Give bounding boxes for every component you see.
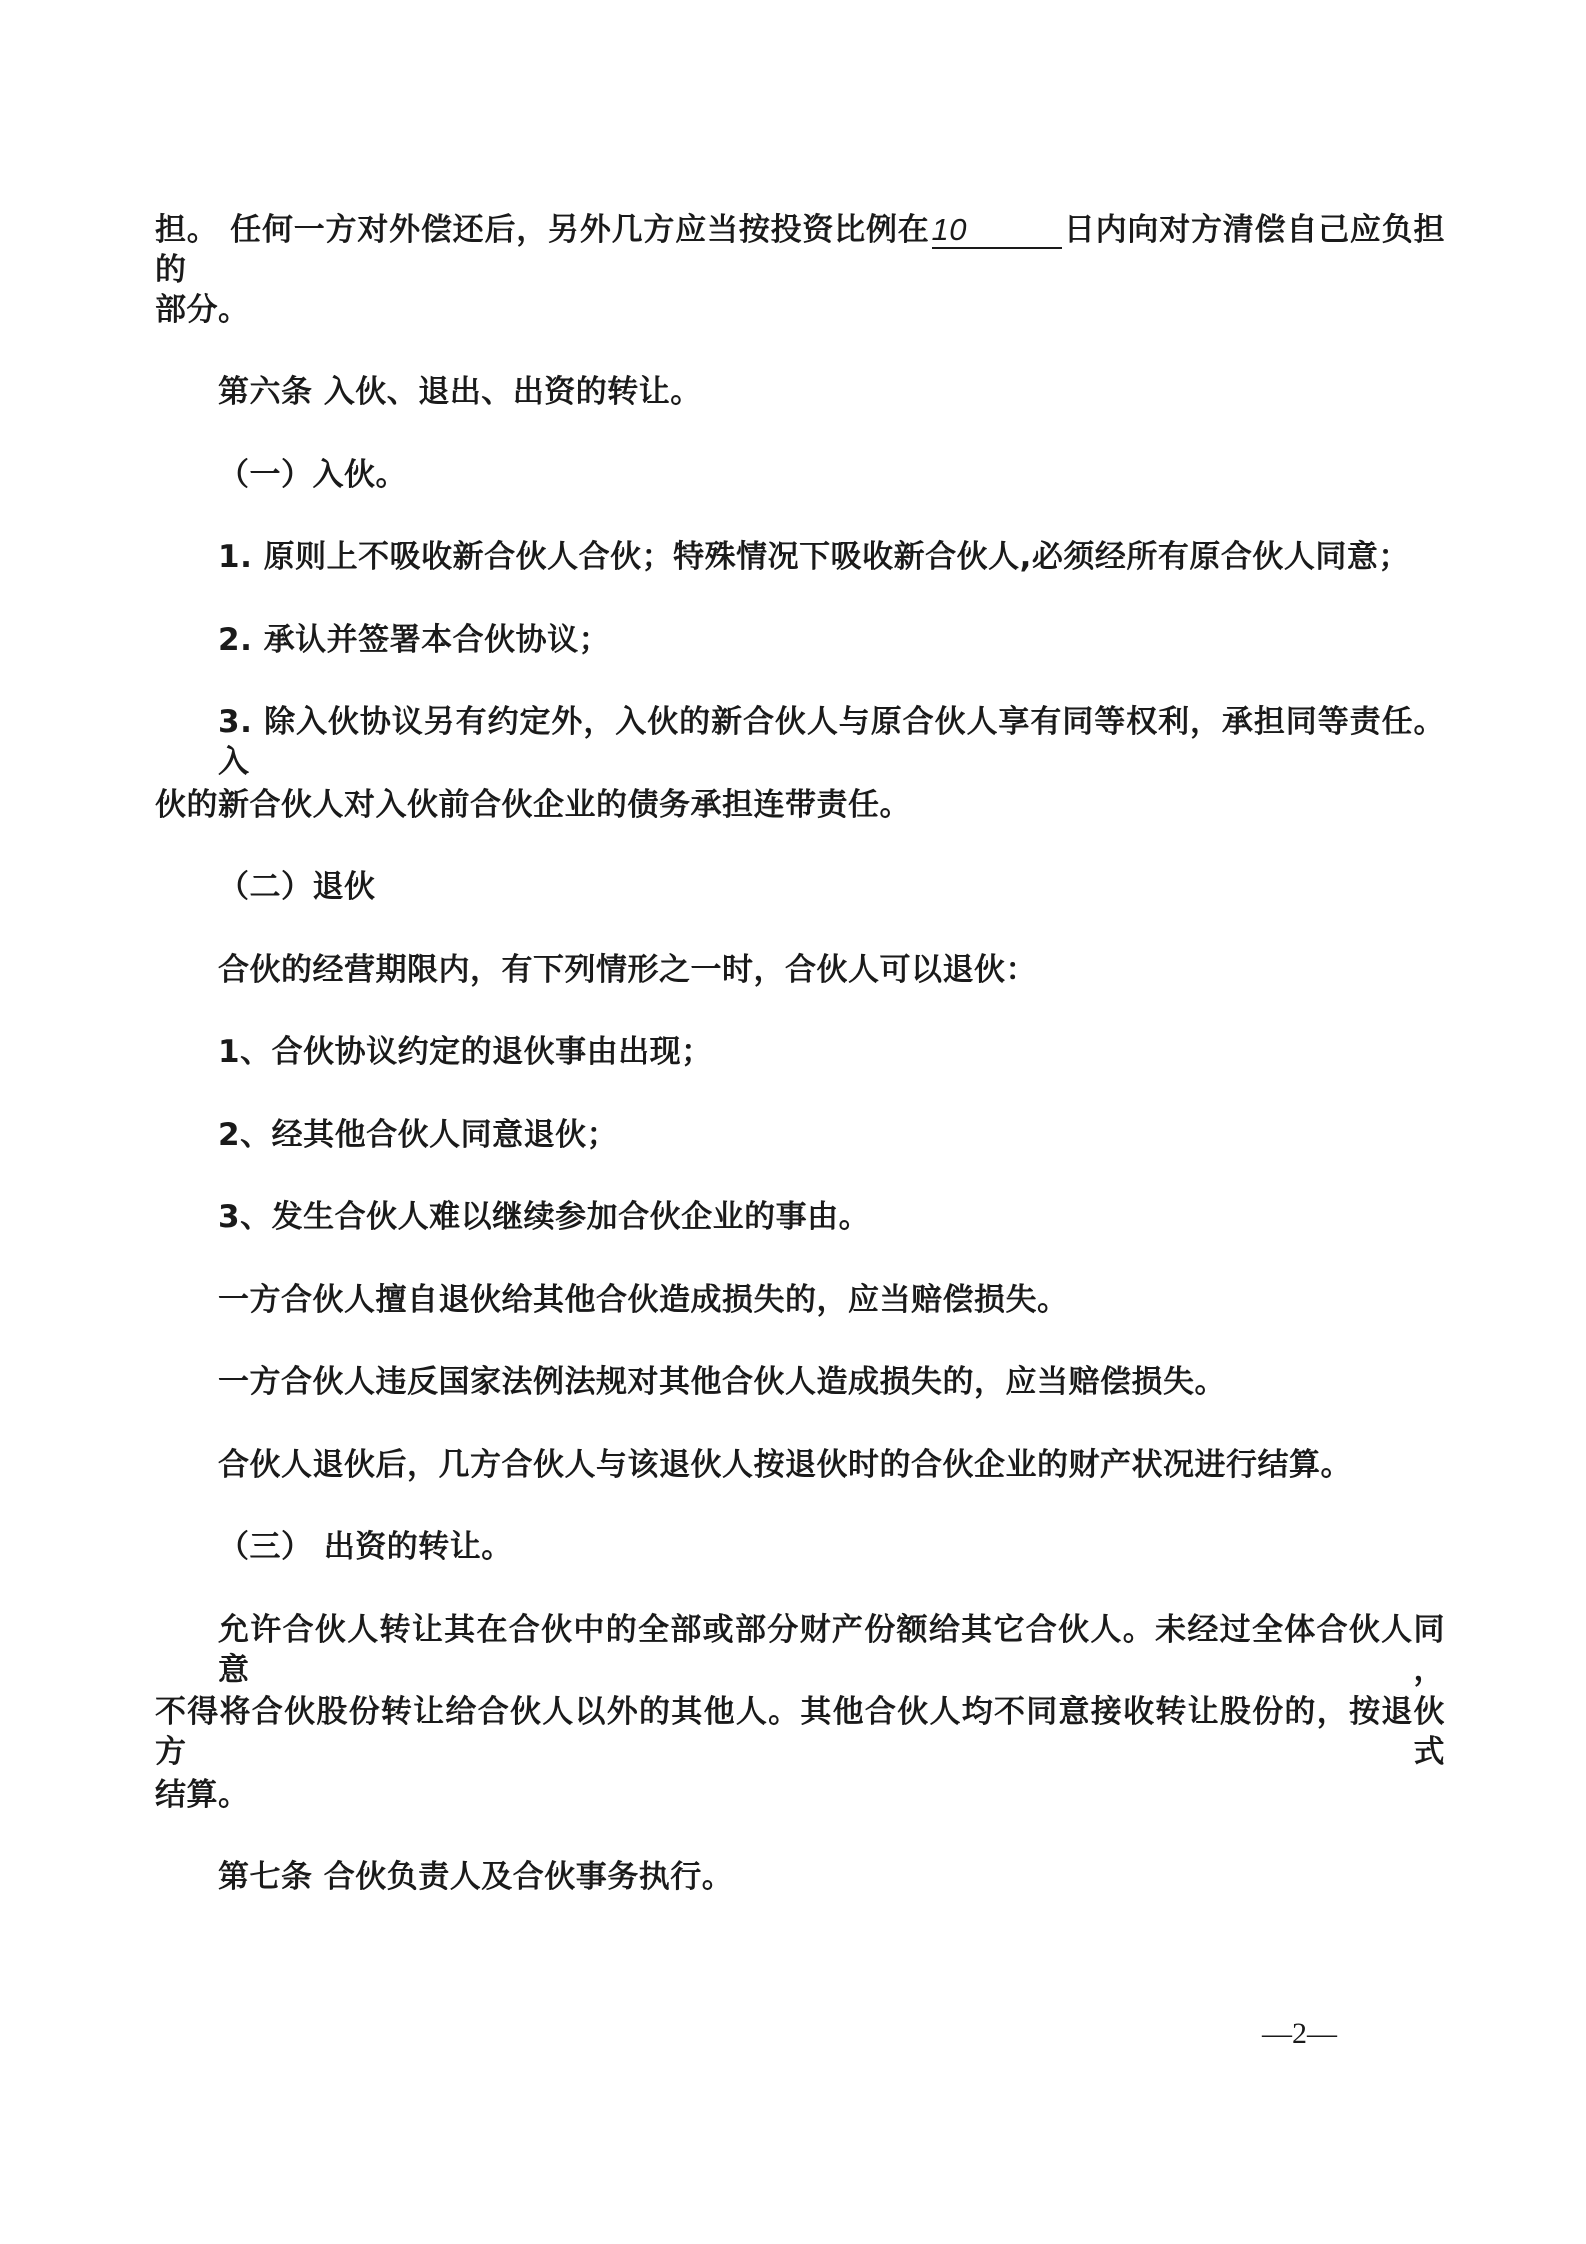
- section2-para2: 一方合伙人违反国家法例法规对其他合伙人造成损失的，应当赔偿损失。: [218, 1364, 1226, 1400]
- section2-item2: 2、经其他合伙人同意退伙；: [218, 1117, 619, 1153]
- page-number: —2—: [1262, 2017, 1337, 2050]
- article6-heading: 第六条 入伙、退出、出资的转让。: [218, 374, 702, 410]
- article7-heading: 第七条 合伙负责人及合伙事务执行。: [218, 1859, 734, 1895]
- section3-line1: 允许合伙人转让其在合伙中的全部或部分财产份额给其它合伙人。未经过全体合伙人同意，: [218, 1612, 1445, 1688]
- section1-item1: 1. 原则上不吸收新合伙人合伙；特殊情况下吸收新合伙人,必须经所有原合伙人同意；: [218, 539, 1410, 575]
- section1-item2: 2. 承认并签署本合伙协议；: [218, 622, 611, 658]
- section1-heading: （一）入伙。: [218, 457, 407, 493]
- section3-heading: （三） 出资的转让。: [218, 1529, 513, 1565]
- section2-intro: 合伙的经营期限内，有下列情形之一时，合伙人可以退伙：: [218, 952, 1037, 988]
- section2-item3: 3、发生合伙人难以继续参加合伙企业的事由。: [218, 1199, 871, 1235]
- article5-end-line2: 部分。: [155, 292, 250, 328]
- section3-line3: 结算。: [155, 1777, 250, 1813]
- section3-line2: 不得将合伙股份转让给合伙人以外的其他人。其他合伙人均不同意接收转让股份的，按退伙方式: [155, 1694, 1445, 1770]
- section2-heading: （二）退伙: [218, 869, 376, 905]
- section2-item1: 1、合伙协议约定的退伙事由出现；: [218, 1034, 713, 1070]
- section2-para3: 合伙人退伙后，几方合伙人与该退伙人按退伙时的合伙企业的财产状况进行结算。: [218, 1447, 1352, 1483]
- days-blank-field: 10: [932, 213, 1062, 249]
- section1-item3-line1: 3. 除入伙协议另有约定外，入伙的新合伙人与原合伙人享有同等权利，承担同等责任。入: [218, 704, 1445, 780]
- text-before-blank: 担。 任何一方对外偿还后，另外几方应当按投资比例在: [155, 212, 930, 248]
- section2-para1: 一方合伙人擅自退伙给其他合伙造成损失的，应当赔偿损失。: [218, 1282, 1069, 1318]
- section1-item3-line2: 伙的新合伙人对入伙前合伙企业的债务承担连带责任。: [155, 787, 911, 823]
- article5-end-line1: [155, 210, 1445, 290]
- text-after-blank: 日内向对方清偿自己应负担的: [155, 212, 1446, 288]
